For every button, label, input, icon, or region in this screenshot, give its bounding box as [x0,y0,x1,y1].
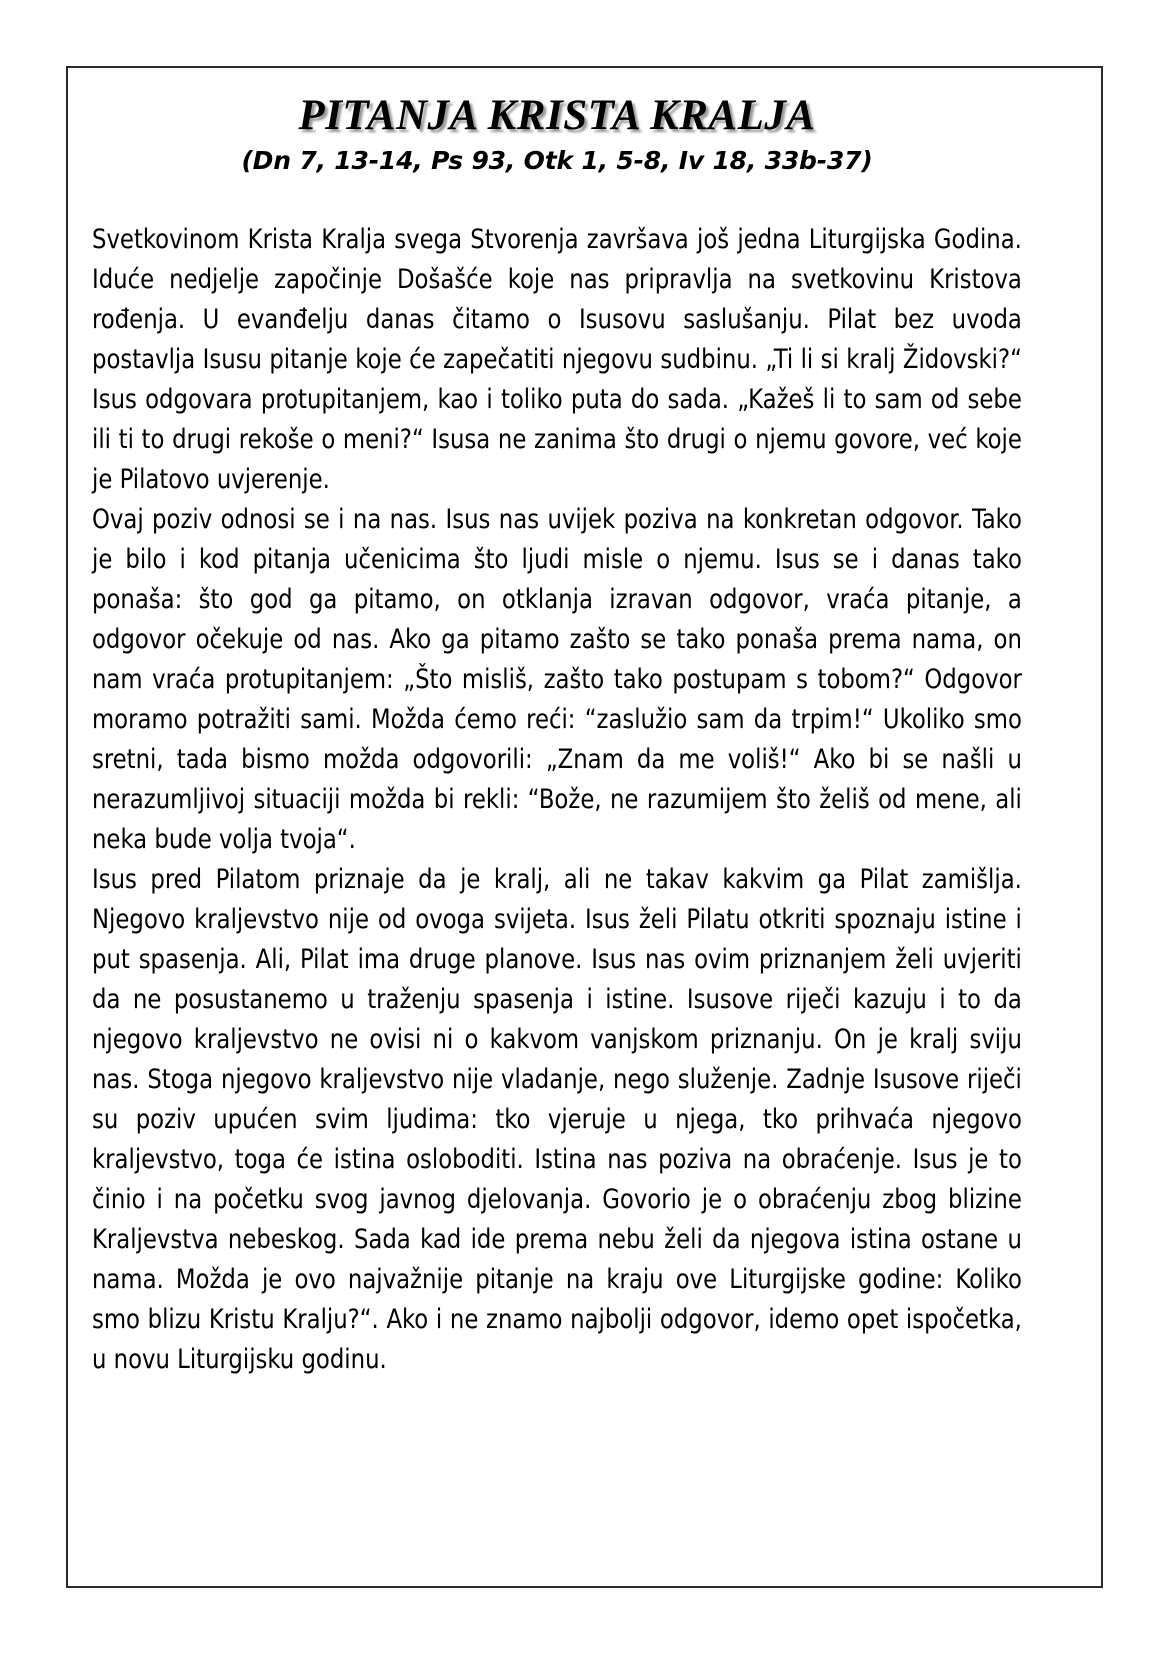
scripture-references-subtitle: (Dn 7, 13-14, Ps 93, Otk 1, 5-8, Iv 18, 33b-37) [241,146,873,176]
body-paragraph: Svetkovinom Krista Kralja svega Stvorenja završava još jedna Liturgijska Godina. Iduće nedjelje započinje Došašće koje nas pripravlja na svetkovinu Kristova rođenja. U evanđelju danas čitamo o Isusovu saslušanju. Pilat bez uvoda postavlja Isusu pitanje koje će zapečatiti njegovu sudbinu. „Ti li si kralj Židovski?“ Isus odgovara protupitanjem, kao i toliko puta do sada. „Kažeš li to sam od sebe ili ti to drugi rekoše o meni?“ Isusa ne zanima što drugi o njemu govore, već koje je Pilatovo uvjerenje. [92,224,1022,496]
page-title: PITANJA KRISTA KRALJA [298,92,816,139]
body-paragraph: Ovaj poziv odnosi se i na nas. Isus nas uvijek poziva na konkretan odgovor. Tako je bilo i kod pitanja učenicima što ljudi misle o njemu. Isus se i danas tako ponaša: što god ga pitamo, on otklanja izravan odgovor, vraća pitanje, a odgovor očekuje od nas. Ako ga pitamo zašto se tako ponaša prema nama, on nam vraća protupitanjem: „Što misliš, zašto tako postupam s tobom?“ Odgovor moramo potražiti sami. Možda ćemo reći: “zaslužio sam da trpim!“ Ukoliko smo sretni, tada bismo možda odgovorili: „Znam da me voliš!“ Ako bi se našli u nerazumljivoj situaciji možda bi rekli: “Bože, ne razumijem što želiš od mene, ali neka bude volja tvoja“. [92,504,1022,856]
body-paragraph: Isus pred Pilatom priznaje da je kralj, ali ne takav kakvim ga Pilat zamišlja. Njegovo kraljevstvo nije od ovoga svijeta. Isus želi Pilatu otkriti spoznaju istine i put spasenja. Ali, Pilat ima druge planove. Isus nas ovim priznanjem želi uvjeriti da ne posustanemo u traženju spasenja i istine. Isusove riječi kazuju i to da njegovo kraljevstvo ne ovisi ni o kakvom vanjskom priznanju. On je kralj sviju nas. Stoga njegovo kraljevstvo nije vladanje, nego služenje. Zadnje Isusove riječi su poziv upućen svim ljudima: tko vjeruje u njega, tko prihvaća njegovo kraljevstvo, toga će istina osloboditi. Istina nas poziva na obraćenje. Isus je to činio i na početku svog javnog djelovanja. Govorio je o obraćenju zbog blizine Kraljevstva nebeskog. Sada kad ide prema nebu želi da njegova istina ostane u nama. Možda je ovo najvažnije pitanje na kraju ove Liturgijske godine: Koliko smo blizu Kristu Kralju?“. Ako i ne znamo najbolji odgovor, idemo opet ispočetka, u novu Liturgijsku godinu. [92,864,1022,1376]
document-content [92,92,1022,1380]
document-body [92,220,1022,1380]
